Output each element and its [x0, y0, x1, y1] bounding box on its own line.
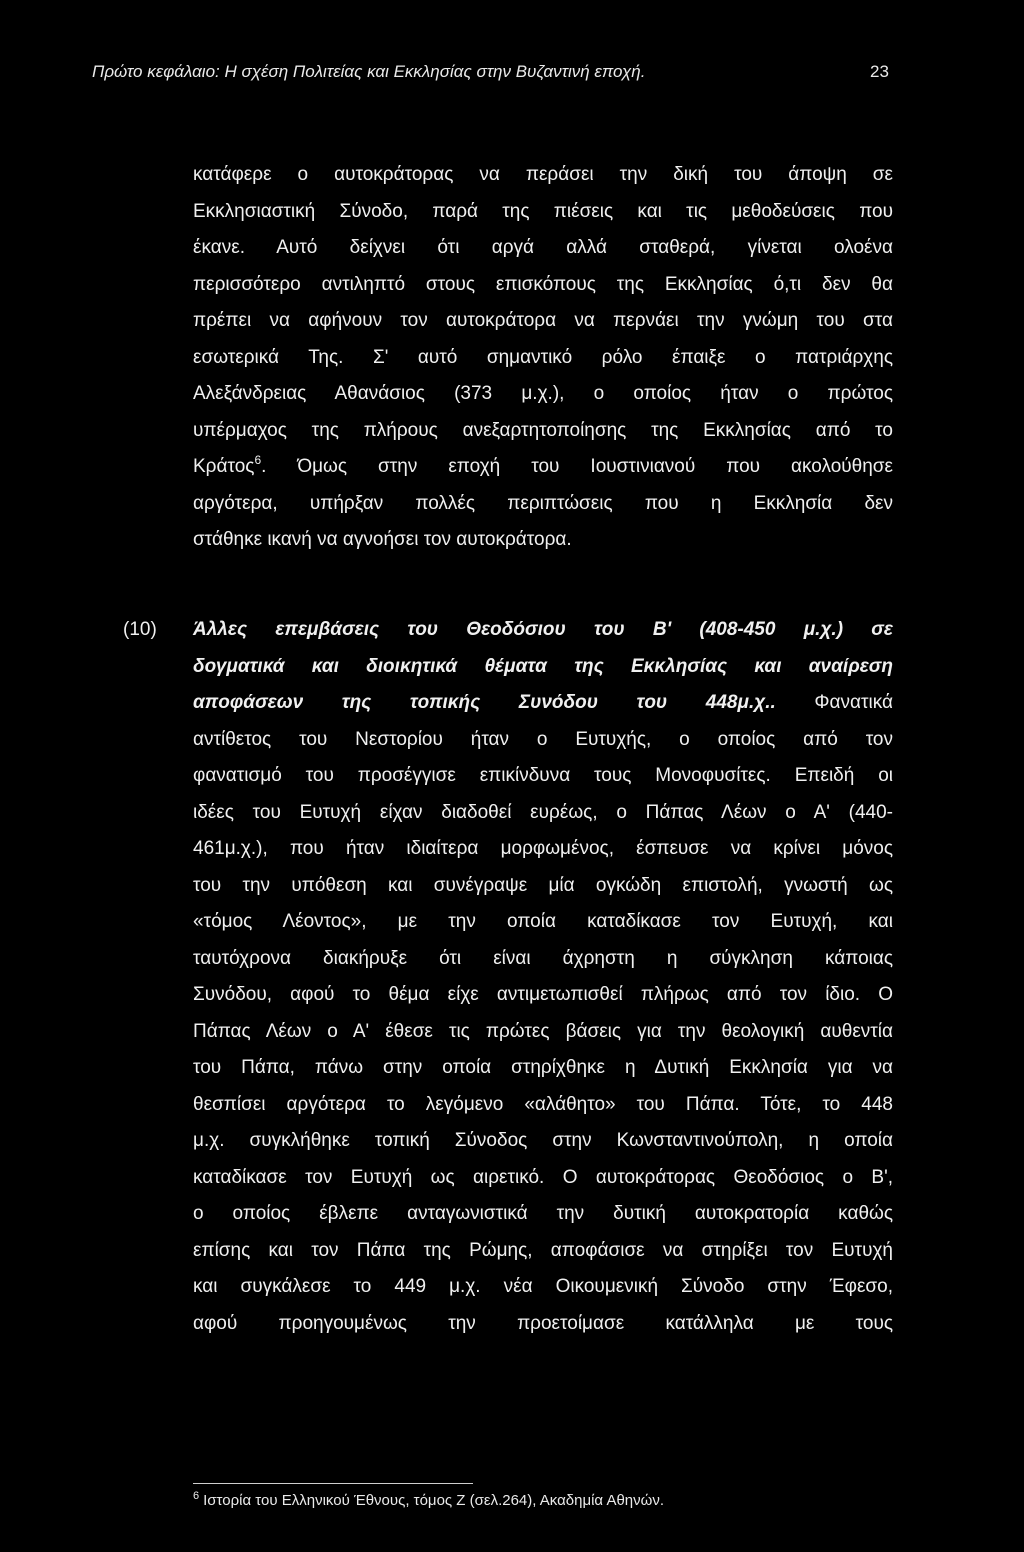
text-line: Συνόδου, αφού το θέμα είχε αντιμετωπισθεί πλήρως από τον ίδιο. Ο — [193, 984, 893, 1005]
text-line: ο οποίος έβλεπε ανταγωνιστικά την δυτική αυτοκρατορία καθώς — [193, 1203, 893, 1224]
text-line: του Πάπα, πάνω στην οποία στηρίχθηκε η Δυτική Εκκλησία για να — [193, 1057, 893, 1078]
text-line: «τόμος Λέοντος», με την οποία καταδίκασε τον Ευτυχή, και — [193, 911, 893, 932]
text-line: Εκκλησιαστική Σύνοδο, παρά της πιέσεις και τις μεθοδεύσεις που — [193, 200, 893, 222]
footnote-reference: 6 — [254, 453, 262, 467]
text-line: εσωτερικά Της. Σ' αυτό σημαντικό ρόλο έπαιξε ο πατριάρχης — [193, 346, 893, 368]
text-line: και συγκάλεσε το 449 μ.χ. νέα Οικουμενική Σύνοδο στην Έφεσο, — [193, 1276, 893, 1297]
text-line — [193, 449, 893, 486]
paragraph-1 — [193, 157, 893, 559]
text-line: του την υπόθεση και συνέγραψε μία ογκώδη επιστολή, γνωστή ως — [193, 874, 893, 896]
text-segment: . Όμως στην εποχή του Ιουστινιανού που ακολούθησε — [261, 456, 893, 477]
footnote-text: Ιστορία του Ελληνικού Έθνους, τόμος Ζ (σελ.264), Ακαδημία Αθηνών. — [203, 1492, 665, 1509]
text-line: αφού προηγουμένως την προετοίμασε κατάλληλα με τους — [193, 1312, 893, 1334]
text-line: επίσης και τον Πάπα της Ρώμης, αποφάσισε να στηρίξει τον Ευτυχή — [193, 1239, 893, 1261]
text-line: μ.χ. συγκλήθηκε τοπική Σύνοδος στην Κωνσταντινούπολη, η οποία — [193, 1130, 893, 1151]
section-heading-line: δογματικά και διοικητικά θέματα της Εκκλησίας και αναίρεση — [193, 655, 893, 677]
running-head: Πρώτο κεφάλαιο: Η σχέση Πολιτείας και Εκκλησίας στην Βυζαντινή εποχή. — [92, 62, 646, 81]
section-10 — [193, 612, 893, 1342]
text-segment: Κράτος — [193, 456, 255, 477]
text-line: θεσπίσει αργότερα το λεγόμενο «αλάθητο» του Πάπα. Τότε, το 448 — [193, 1093, 893, 1115]
text-line: 461μ.χ.), που ήταν ιδιαίτερα μορφωμένος, έσπευσε να κρίνει μόνος — [193, 838, 893, 859]
footnote-divider — [193, 1483, 473, 1484]
text-line: υπέρμαχος της πλήρους ανεξαρτητοποίησης της Εκκλησίας από το — [193, 419, 893, 441]
text-line: πρέπει να αφήνουν τον αυτοκράτορα να περνάει την γνώμη του στα — [193, 310, 893, 331]
page-number: 23 — [870, 62, 889, 81]
text-line: ιδέες του Ευτυχή είχαν διαδοθεί ευρέως, ο Πάπας Λέων ο Α' (440- — [193, 801, 893, 823]
text-line: καταδίκασε τον Ευτυχή ως αιρετικό. Ο αυτοκράτορας Θεοδόσιος ο Β', — [193, 1166, 893, 1188]
text-segment: Φανατικά — [775, 692, 893, 713]
text-line: κατάφερε ο αυτοκράτορας να περάσει την δική του άποψη σε — [193, 164, 893, 185]
text-line: ταυτόχρονα διακήρυξε ότι είναι άχρηστη η σύγκληση κάποιας — [193, 947, 893, 969]
text-line: στάθηκε ικανή να αγνοήσει τον αυτοκράτορα. — [193, 529, 572, 550]
text-line: περισσότερο αντιληπτό στους επισκόπους της Εκκλησίας ό,τι δεν θα — [193, 273, 893, 295]
text-line: φανατισμό του προσέγγισε επικίνδυνα τους Μονοφυσίτες. Επειδή οι — [193, 765, 893, 786]
text-line: Πάπας Λέων ο Α' έθεσε τις πρώτες βάσεις για την θεολογική αυθεντία — [193, 1020, 893, 1042]
text-line: έκανε. Αυτό δείχνει ότι αργά αλλά σταθερά, γίνεται ολοένα — [193, 237, 893, 258]
footnote-mark: 6 — [193, 1490, 200, 1502]
text-line: αντίθετος του Νεστορίου ήταν ο Ευτυχής, ο οποίος από τον — [193, 728, 893, 750]
section-number: (10) — [123, 619, 157, 640]
text-line: Αλεξάνδρειας Αθανάσιος (373 μ.χ.), ο οποίος ήταν ο πρώτος — [193, 383, 893, 404]
section-heading-line: Άλλες επεμβάσεις του Θεοδόσιου του Β' (408-450 μ.χ.) σε — [193, 619, 893, 640]
footnote — [193, 1490, 893, 1509]
section-heading-segment: αποφάσεων της τοπικής Συνόδου του 448μ.χ.. — [193, 692, 776, 713]
text-line — [193, 685, 893, 722]
text-line: αργότερα, υπήρξαν πολλές περιπτώσεις που η Εκκλησία δεν — [193, 492, 893, 514]
